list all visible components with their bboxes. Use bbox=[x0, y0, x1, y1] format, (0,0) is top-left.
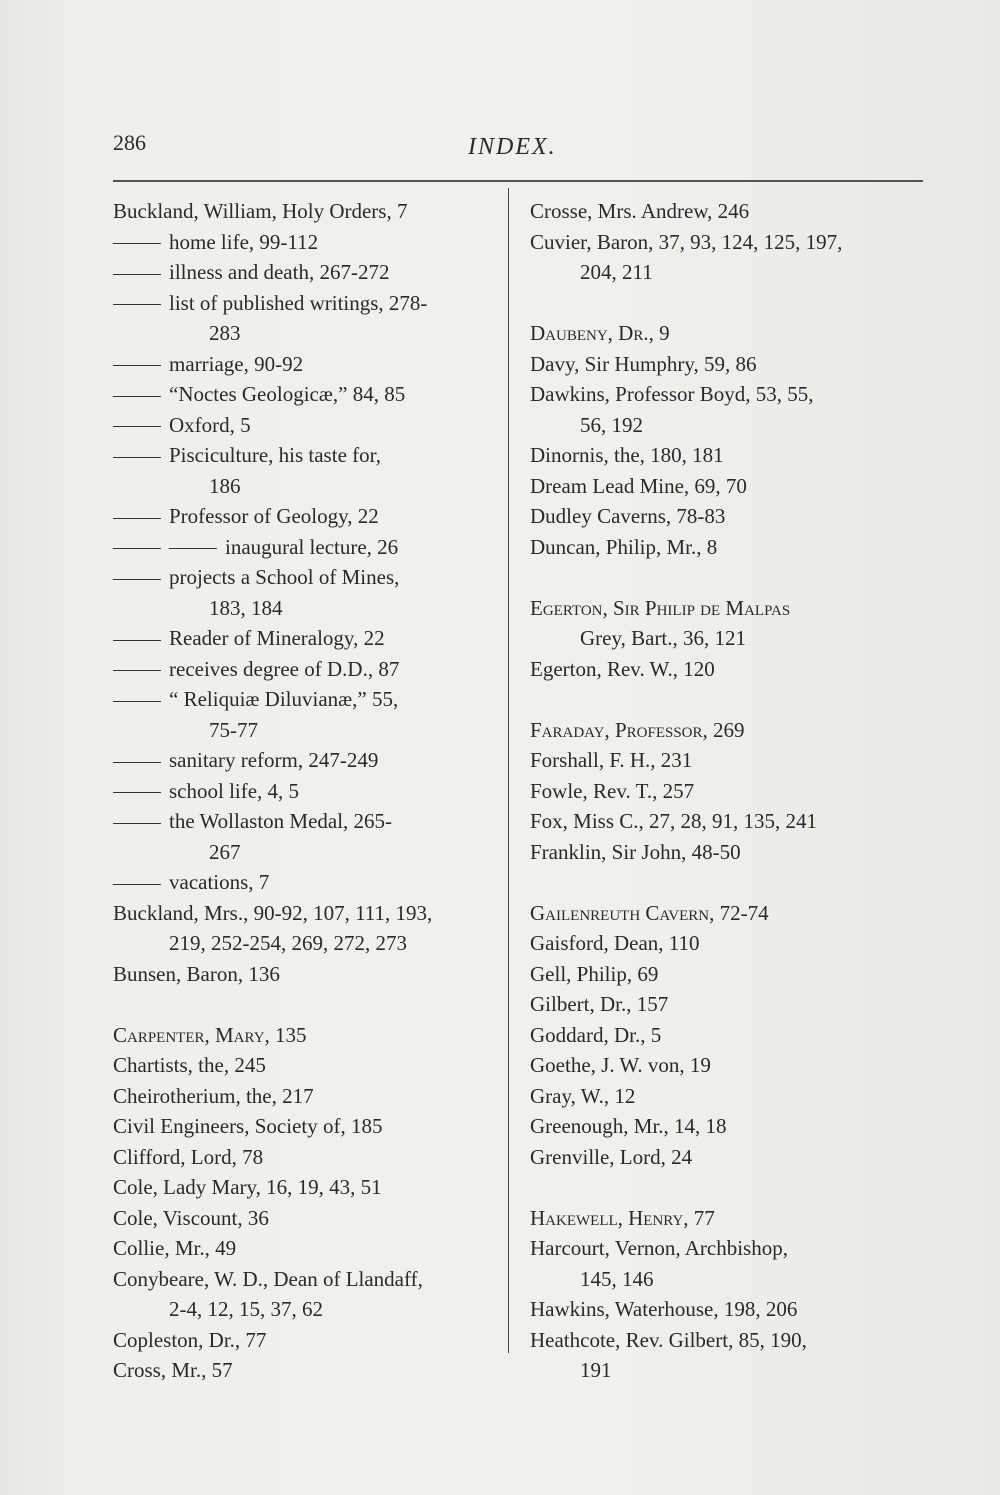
repeat-dash bbox=[113, 426, 161, 427]
page-header bbox=[113, 130, 923, 170]
index-subentry: marriage, 90-92 bbox=[113, 349, 493, 380]
index-entry: Fox, Miss C., 27, 28, 91, 135, 241 bbox=[530, 809, 818, 833]
index-entry: Cheirotherium, the, 217 bbox=[113, 1083, 314, 1108]
index-entry: Civil Engineers, Society of, 185 bbox=[113, 1114, 383, 1138]
section-gap bbox=[530, 288, 920, 319]
index-entry: Bunsen, Baron, 136 bbox=[113, 961, 280, 986]
index-entry: Dawkins, Professor Boyd, 53, 55, bbox=[530, 382, 814, 406]
index-entry: Davy, Sir Humphry, 59, 86 bbox=[530, 351, 757, 376]
index-subentry: home life, 99-112 bbox=[113, 227, 493, 258]
index-entry: Collie, Mr., 49 bbox=[113, 1236, 237, 1260]
index-entry: Duncan, Philip, Mr., 8 bbox=[530, 534, 718, 559]
index-subentry: Oxford, 5 bbox=[113, 410, 493, 441]
index-entry: Grenville, Lord, 24 bbox=[530, 1144, 693, 1169]
index-entry: Forshall, F. H., 231 bbox=[530, 748, 693, 772]
index-continuation: 219, 252-254, 269, 272, 273 bbox=[169, 931, 407, 955]
index-entry: Crosse, Mrs. Andrew, 246 bbox=[530, 199, 750, 223]
index-subentry: “ Reliquiæ Diluvianæ,” 55, bbox=[113, 684, 493, 715]
index-subentry: illness and death, 267-272 bbox=[113, 257, 493, 288]
index-subentry: inaugural lecture, 26 bbox=[113, 532, 493, 563]
repeat-dash bbox=[169, 548, 217, 549]
column-divider bbox=[508, 188, 509, 1353]
index-entry: Dudley Caverns, 78-83 bbox=[530, 504, 726, 528]
index-entry: Hakewell, Henry, 77 bbox=[530, 1205, 715, 1230]
index-continuation: 2-4, 12, 15, 37, 62 bbox=[169, 1297, 323, 1321]
repeat-dash bbox=[113, 457, 161, 458]
index-subentry: Pisciculture, his taste for, bbox=[113, 440, 493, 471]
section-gap bbox=[530, 867, 920, 898]
index-continuation: 145, 146 bbox=[580, 1266, 654, 1291]
index-entry: Franklin, Sir John, 48-50 bbox=[530, 839, 741, 864]
index-entry: Greenough, Mr., 14, 18 bbox=[530, 1114, 727, 1138]
index-entry: Copleston, Dr., 77 bbox=[113, 1327, 267, 1352]
index-entry: Carpenter, Mary, 135 bbox=[113, 1022, 307, 1047]
repeat-dash bbox=[113, 579, 161, 580]
index-entry: Faraday, Professor, 269 bbox=[530, 717, 745, 742]
index-continuation: 204, 211 bbox=[580, 260, 653, 284]
repeat-dash bbox=[113, 762, 161, 763]
repeat-dash bbox=[113, 792, 161, 793]
index-subentry: sanitary reform, 247-249 bbox=[113, 745, 493, 776]
section-gap bbox=[530, 1172, 920, 1203]
index-entry: Conybeare, W. D., Dean of Llandaff, bbox=[113, 1266, 423, 1291]
header-rule bbox=[113, 180, 923, 182]
index-continuation: Grey, Bart., 36, 121 bbox=[580, 626, 747, 650]
index-subentry: the Wollaston Medal, 265- bbox=[113, 806, 493, 837]
section-gap bbox=[113, 989, 493, 1020]
index-entry: Heathcote, Rev. Gilbert, 85, 190, bbox=[530, 1327, 807, 1352]
repeat-dash bbox=[113, 304, 161, 305]
page-number: 286 bbox=[113, 130, 146, 155]
index-entry: Gell, Philip, 69 bbox=[530, 961, 659, 986]
index-column-left bbox=[113, 196, 493, 1386]
index-entry: Egerton, Rev. W., 120 bbox=[530, 656, 715, 681]
repeat-dash bbox=[113, 884, 161, 885]
index-entry: Cuvier, Baron, 37, 93, 124, 125, 197, bbox=[530, 229, 843, 254]
repeat-dash bbox=[113, 243, 161, 244]
section-gap bbox=[530, 684, 920, 715]
index-entry: Clifford, Lord, 78 bbox=[113, 1144, 264, 1169]
repeat-dash bbox=[113, 823, 161, 824]
index-entry: Gray, W., 12 bbox=[530, 1083, 636, 1108]
repeat-dash bbox=[113, 518, 161, 519]
repeat-dash bbox=[113, 670, 161, 671]
index-continuation: 283 bbox=[209, 321, 241, 345]
index-entry: Dream Lead Mine, 69, 70 bbox=[530, 473, 747, 498]
index-entry: Goddard, Dr., 5 bbox=[530, 1022, 662, 1047]
repeat-dash bbox=[113, 640, 161, 641]
index-entry: Egerton, Sir Philip de Malpas bbox=[530, 595, 791, 620]
index-entry: Cross, Mr., 57 bbox=[113, 1358, 233, 1382]
index-continuation: 186 bbox=[209, 473, 241, 498]
index-entry: Buckland, William, Holy Orders, 7 bbox=[113, 199, 408, 223]
index-subentry: receives degree of D.D., 87 bbox=[113, 654, 493, 685]
index-subentry: school life, 4, 5 bbox=[113, 776, 493, 807]
index-subentry: Professor of Geology, 22 bbox=[113, 501, 493, 532]
index-entry: Dinornis, the, 180, 181 bbox=[530, 443, 724, 467]
repeat-dash bbox=[113, 701, 161, 702]
index-entry: Daubeny, Dr., 9 bbox=[530, 321, 670, 345]
index-entry: Hawkins, Waterhouse, 198, 206 bbox=[530, 1297, 798, 1321]
index-subentry: “Noctes Geologicæ,” 84, 85 bbox=[113, 379, 493, 410]
index-entry: Fowle, Rev. T., 257 bbox=[530, 778, 695, 803]
index-column-right bbox=[530, 196, 920, 1386]
repeat-dash bbox=[113, 548, 161, 549]
index-entry: Harcourt, Vernon, Archbishop, bbox=[530, 1236, 788, 1260]
repeat-dash bbox=[113, 365, 161, 366]
repeat-dash bbox=[113, 274, 161, 275]
index-subentry: list of published writings, 278- bbox=[113, 288, 493, 319]
index-entry: Gailenreuth Cavern, 72-74 bbox=[530, 900, 769, 925]
index-continuation: 191 bbox=[580, 1358, 612, 1382]
index-subentry: Reader of Mineralogy, 22 bbox=[113, 623, 493, 654]
index-subentry: vacations, 7 bbox=[113, 867, 493, 898]
section-gap bbox=[530, 562, 920, 593]
index-continuation: 267 bbox=[209, 839, 241, 864]
index-entry: Gaisford, Dean, 110 bbox=[530, 931, 700, 955]
index-subentry: projects a School of Mines, bbox=[113, 562, 493, 593]
index-entry: Goethe, J. W. von, 19 bbox=[530, 1053, 711, 1077]
index-continuation: 183, 184 bbox=[209, 595, 283, 620]
index-continuation: 75-77 bbox=[209, 717, 258, 742]
index-continuation: 56, 192 bbox=[580, 412, 643, 437]
running-title: INDEX. bbox=[468, 134, 557, 160]
repeat-dash bbox=[113, 396, 161, 397]
index-entry: Cole, Viscount, 36 bbox=[113, 1205, 269, 1230]
index-entry: Buckland, Mrs., 90-92, 107, 111, 193, bbox=[113, 900, 433, 925]
index-entry: Cole, Lady Mary, 16, 19, 43, 51 bbox=[113, 1175, 382, 1199]
index-entry: Chartists, the, 245 bbox=[113, 1053, 266, 1077]
index-entry: Gilbert, Dr., 157 bbox=[530, 992, 669, 1016]
